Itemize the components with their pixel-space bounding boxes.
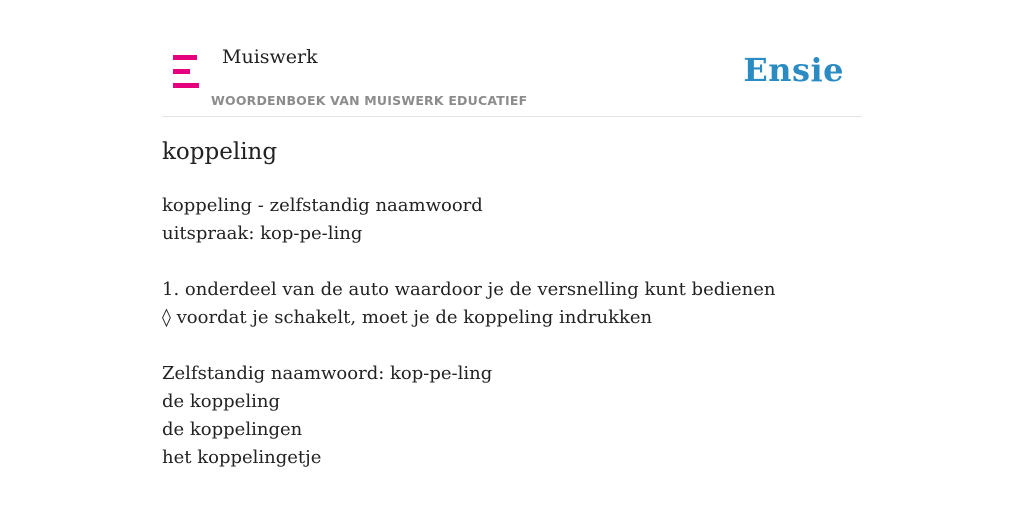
source-name-link[interactable]: Muiswerk xyxy=(222,46,318,68)
entry-line-example: ◊ voordat je schakelt, moet je de koppeling indrukken xyxy=(162,307,653,328)
entry-line-plural: de koppelingen xyxy=(162,419,303,440)
logo-bar-middle xyxy=(173,69,190,74)
ensie-logo-link[interactable]: Ensie xyxy=(743,51,844,89)
entry-line-word-class: koppeling - zelfstandig naamwoord xyxy=(162,195,483,216)
entry-line-hyphenation: Zelfstandig naamwoord: kop-pe-ling xyxy=(162,363,493,384)
entry-line-singular: de koppeling xyxy=(162,391,280,412)
entry-line-diminutive: het koppelingetje xyxy=(162,447,322,468)
source-subtitle: WOORDENBOEK VAN MUISWERK EDUCATIEF xyxy=(211,93,528,108)
logo-bar-top xyxy=(173,55,197,60)
logo-bar-bottom xyxy=(173,83,199,88)
entry-headword: koppeling xyxy=(162,139,278,165)
entry-line-blank xyxy=(162,332,862,360)
entry-line-meaning: 1. onderdeel van de auto waardoor je de versnelling kunt bedienen xyxy=(162,279,776,300)
entry-definition xyxy=(162,192,862,472)
muiswerk-logo-icon[interactable] xyxy=(173,55,199,88)
entry-line-pronunciation: uitspraak: kop-pe-ling xyxy=(162,223,363,244)
page-header xyxy=(162,40,862,117)
entry-line-blank xyxy=(162,248,862,276)
